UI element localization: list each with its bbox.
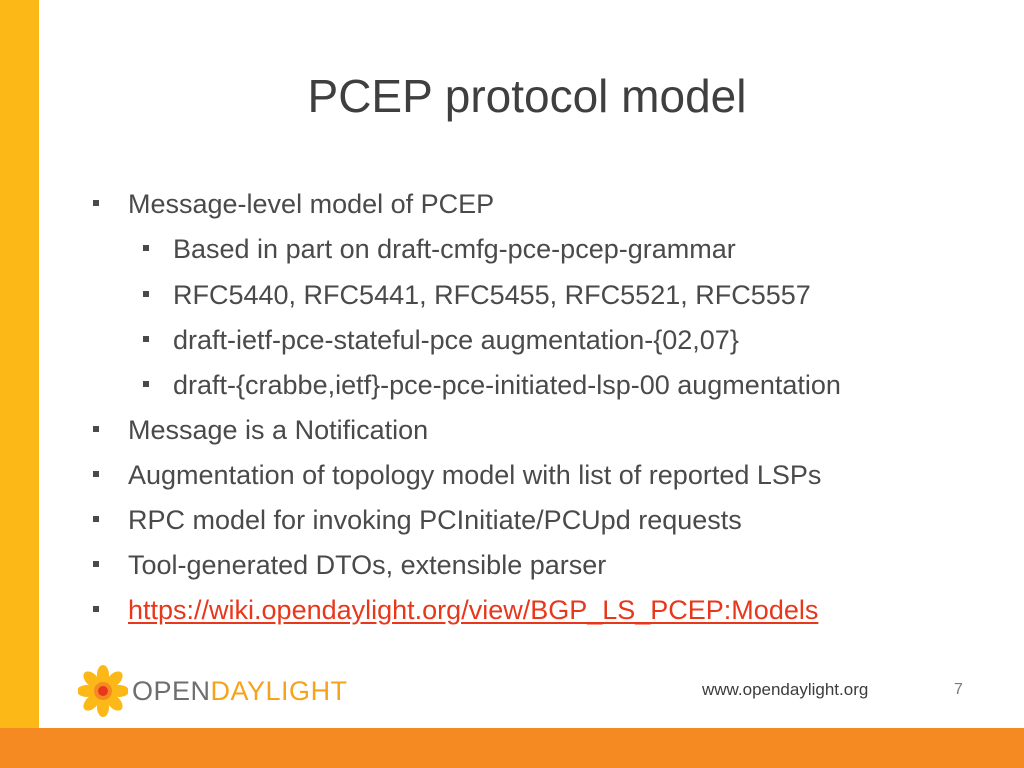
square-bullet-icon [93, 606, 99, 612]
slide-title: PCEP protocol model [307, 70, 747, 122]
bullet-text: draft-ietf-pce-stateful-pce augmentation-{02,07} [173, 325, 739, 355]
bullet-text: Augmentation of topology model with list of reported LSPs [128, 460, 822, 490]
square-bullet-icon [93, 200, 99, 206]
square-bullet-icon [93, 516, 99, 522]
bottom-accent-bar [0, 728, 1024, 768]
opendaylight-logo-icon [78, 664, 128, 718]
square-bullet-icon [143, 381, 149, 387]
page-number: 7 [954, 681, 963, 698]
bullet-text: Based in part on draft-cmfg-pce-pcep-grammar [173, 234, 736, 264]
bullet-text: RFC5440, RFC5441, RFC5455, RFC5521, RFC5557 [173, 280, 811, 310]
bullet-text: draft-{crabbe,ietf}-pce-pce-initiated-lsp-00 augmentation [173, 370, 841, 400]
logo-open-text: OPEN [132, 676, 211, 706]
square-bullet-icon [143, 336, 149, 342]
square-bullet-icon [93, 561, 99, 567]
footer-url: www.opendaylight.org [702, 680, 869, 699]
square-bullet-icon [143, 245, 149, 251]
bullet-text: Message is a Notification [128, 415, 429, 445]
square-bullet-icon [93, 426, 99, 432]
logo-daylight-text: DAYLIGHT [210, 676, 348, 706]
bullet-text: RPC model for invoking PCInitiate/PCUpd requests [128, 505, 742, 535]
opendaylight-logo [78, 664, 368, 718]
logo-wordmark [132, 675, 348, 707]
wiki-link[interactable]: https://wiki.opendaylight.org/view/BGP_LS_PCEP:Models [128, 595, 819, 625]
bullet-text: Message-level model of PCEP [128, 189, 495, 219]
square-bullet-icon [143, 291, 149, 297]
square-bullet-icon [93, 471, 99, 477]
bullet-text: Tool-generated DTOs, extensible parser [128, 550, 607, 580]
